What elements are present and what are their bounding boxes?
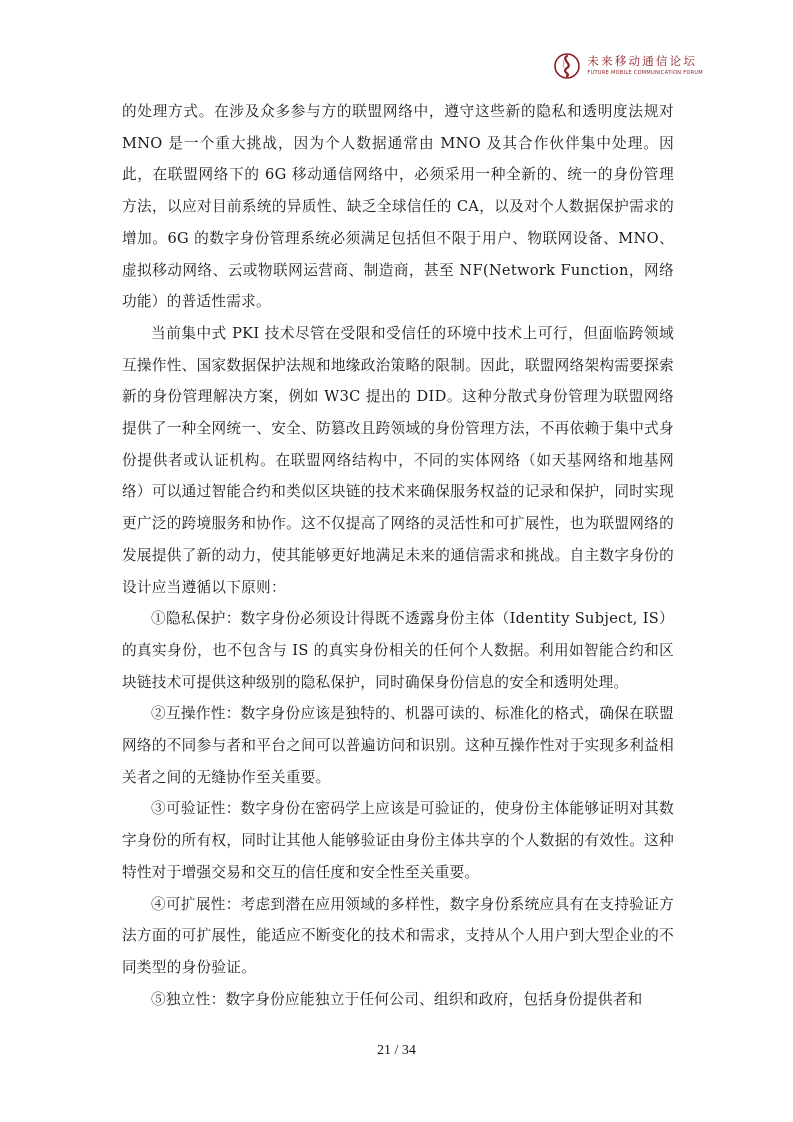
- logo-english-name: FUTURE MOBILE COMMUNICATION FORUM: [587, 69, 703, 76]
- paragraph: 当前集中式 PKI 技术尽管在受限和受信任的环境中技术上可行，但面临跨领域互操作性、国家数据保护法规和地缘政治策略的限制。因此，联盟网络架构需要探索新的身份管理解决方案，例如 W3C 提出的 DID。这种分散式身份管理为联盟网络提供了一种全网统一、安全、防篡改且跨领域的身份管理方法，不再依赖于集中式身份提供者或认证机构。在联盟网络结构中，不同的实体网络（如天基网络和地基网络）可以通过智能合约和类似区块链的技术来确保服务权益的记录和保护，同时实现更广泛的跨境服务和协作。这不仅提高了网络的灵活性和可扩展性，也为联盟网络的发展提供了新的动力，使其能够更好地满足未来的通信需求和挑战。自主数字身份的设计应当遵循以下原则：: [122, 324, 674, 596]
- page-number: 21 / 34: [377, 1043, 416, 1058]
- paragraph: 的处理方式。在涉及众多参与方的联盟网络中，遵守这些新的隐私和透明度法规对 MNO 是一个重大挑战，因为个人数据通常由 MNO 及其合作伙伴集中处理。因此，在联盟网络下的 6G 移动通信网络中，必须采用一种全新的、统一的身份管理方法，以应对目前系统的异质性、缺乏全球信任的 CA，以及对个人数据保护需求的增加。6G 的数字身份管理系统必须满足包括但不限于用户、物联网设备、MNO、虚拟移动网络、云或物联网运营商、制造商，甚至 NF(Network Function，网络功能）的普适性需求。: [122, 103, 674, 311]
- document-body: [122, 96, 674, 1015]
- forum-logo-icon: [553, 52, 581, 80]
- principle-interoperability: ②互操作性：数字身份应该是独特的、机器可读的、标准化的格式，确保在联盟网络的不同参与者和平台之间可以普遍访问和识别。这种互操作性对于实现多利益相关者之间的无缝协作至关重要。: [122, 705, 674, 786]
- principle-independence: ⑤独立性：数字身份应能独立于任何公司、组织和政府，包括身份提供者和: [151, 990, 643, 1008]
- header-logo: [553, 52, 703, 80]
- principle-privacy: ①隐私保护：数字身份必须设计得既不透露身份主体（Identity Subject, IS）的真实身份，也不包含与 IS 的真实身份相关的任何个人数据。利用如智能合约和区块链技术可提供这种级别的隐私保护，同时确保身份信息的安全和透明处理。: [122, 610, 674, 691]
- logo-chinese-name: 未来移动通信论坛: [587, 54, 698, 69]
- principle-verifiability: ③可验证性：数字身份在密码学上应该是可验证的，使身份主体能够证明对其数字身份的所有权，同时让其他人能够验证由身份主体共享的个人数据的有效性。这种特性对于增强交易和交互的信任度和安全性至关重要。: [122, 800, 674, 881]
- principle-scalability: ④可扩展性：考虑到潜在应用领域的多样性，数字身份系统应具有在支持验证方法方面的可扩展性，能适应不断变化的技术和需求，支持从个人用户到大型企业的不同类型的身份验证。: [122, 895, 674, 976]
